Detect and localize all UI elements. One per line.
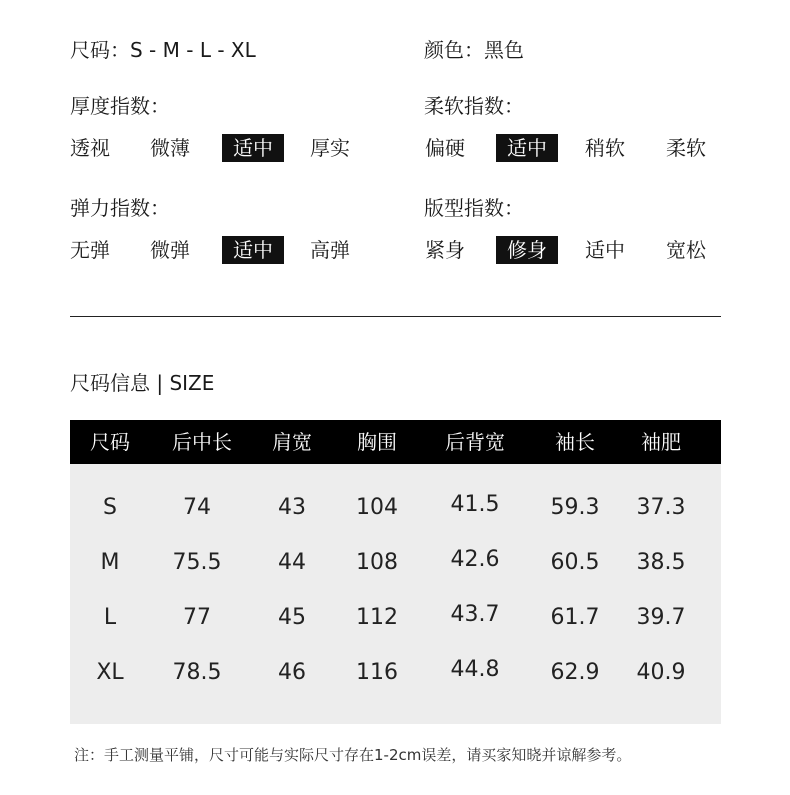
- column-header: 袖肥: [641, 430, 681, 454]
- size-values: S - M - L - XL: [130, 38, 256, 62]
- table-cell: 43: [278, 495, 306, 520]
- table-cell: 74: [183, 495, 211, 520]
- table-cell: M: [100, 550, 120, 575]
- size-info-title: 尺码信息 | SIZE: [70, 371, 215, 395]
- table-cell: 60.5: [550, 550, 600, 575]
- table-cell: 104: [356, 495, 398, 520]
- column-header: 后中长: [172, 430, 232, 454]
- table-cell: 39.7: [636, 605, 686, 630]
- index-title-thickness: 厚度指数：: [70, 94, 170, 118]
- index-option-selected: 适中: [222, 134, 284, 162]
- table-cell: 61.7: [550, 605, 600, 630]
- index-option-selected: 适中: [222, 236, 284, 264]
- column-header: 尺码: [90, 430, 130, 454]
- index-option: 偏硬: [425, 136, 465, 160]
- table-cell: 41.5: [450, 492, 500, 517]
- column-header: 肩宽: [272, 430, 312, 454]
- column-header: 袖长: [555, 430, 595, 454]
- size-table-body: [70, 464, 721, 724]
- color-line: [424, 38, 524, 62]
- index-title-softness: 柔软指数：: [424, 94, 524, 118]
- table-cell: 43.7: [450, 602, 500, 627]
- divider: [70, 316, 721, 317]
- table-cell: 108: [356, 550, 398, 575]
- table-cell: 37.3: [636, 495, 686, 520]
- index-option: 透视: [70, 136, 110, 160]
- column-header: 后背宽: [445, 430, 505, 454]
- table-cell: 40.9: [636, 660, 686, 685]
- table-cell: 38.5: [636, 550, 686, 575]
- column-header: 胸围: [357, 430, 397, 454]
- color-value: 黑色: [484, 38, 524, 62]
- size-line: [70, 38, 256, 62]
- index-option: 柔软: [666, 136, 706, 160]
- table-cell: 78.5: [172, 660, 222, 685]
- index-option: 微薄: [150, 136, 190, 160]
- table-cell: 42.6: [450, 547, 500, 572]
- index-option: 紧身: [425, 238, 465, 262]
- table-cell: 62.9: [550, 660, 600, 685]
- table-cell: 44.8: [450, 657, 500, 682]
- index-option-selected: 适中: [496, 134, 558, 162]
- table-cell: 75.5: [172, 550, 222, 575]
- index-option-selected: 修身: [496, 236, 558, 264]
- index-option: 宽松: [666, 238, 706, 262]
- color-label: 颜色：: [424, 38, 484, 62]
- table-cell: S: [103, 495, 117, 520]
- table-cell: 45: [278, 605, 306, 630]
- table-cell: L: [103, 605, 117, 630]
- size-table-header: [70, 420, 721, 464]
- table-cell: 46: [278, 660, 306, 685]
- table-cell: XL: [96, 660, 124, 685]
- measurement-note: 注：手工测量平铺，尺寸可能与实际尺寸存在1-2cm误差，请买家知晓并谅解参考。: [74, 746, 632, 764]
- size-label: 尺码：: [70, 38, 130, 62]
- index-option: 厚实: [310, 136, 350, 160]
- index-title-fit: 版型指数：: [424, 196, 524, 220]
- index-title-elasticity: 弹力指数：: [70, 196, 170, 220]
- index-option: 稍软: [585, 136, 625, 160]
- table-cell: 112: [356, 605, 398, 630]
- index-option: 微弹: [150, 238, 190, 262]
- table-cell: 44: [278, 550, 306, 575]
- index-option: 高弹: [310, 238, 350, 262]
- table-cell: 77: [183, 605, 211, 630]
- table-cell: 116: [356, 660, 398, 685]
- index-option: 适中: [585, 238, 625, 262]
- index-option: 无弹: [70, 238, 110, 262]
- table-cell: 59.3: [550, 495, 600, 520]
